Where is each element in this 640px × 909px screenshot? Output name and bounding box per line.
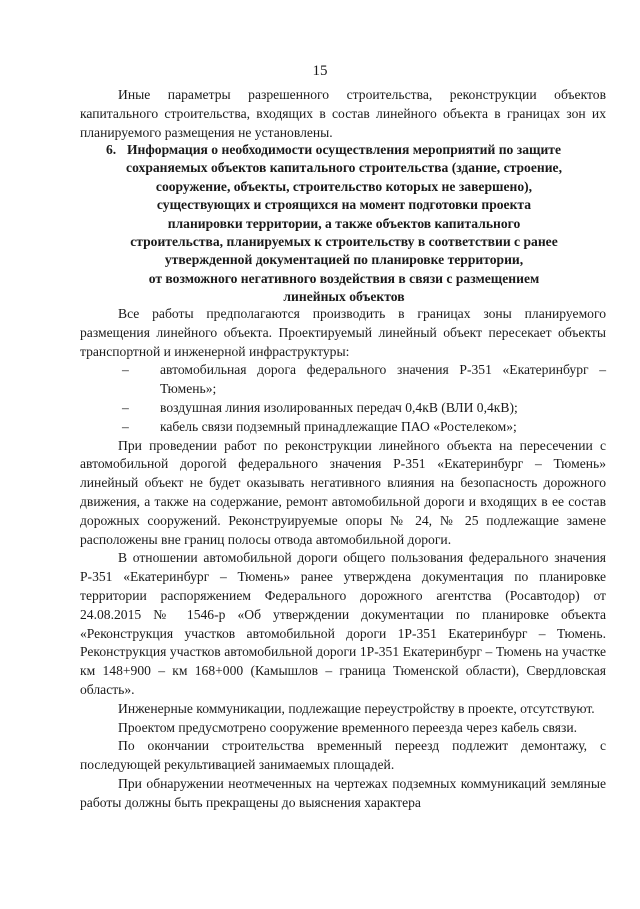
intro-block <box>80 86 606 142</box>
paragraph-dismantling: По окончании строительства временный переезд подлежит демонтажу, с последующей рекультивацией занимаемых площадей. <box>80 738 606 773</box>
paragraph-works-scope: Все работы предполагаются производить в границах зоны планируемого размещения линейного объекта. Проектируемый линейный объект пересекает объекты транспортной и инженерной инфраструктуры: <box>80 306 606 359</box>
paragraph-crossing: При проведении работ по реконструкции линейного объекта на пересечении с автомобильной дорогой федерального значения Р-351 «Екатеринбург – Тюмень» линейный объект не будет оказывать негативного влияния на безопасность дорожного движения, а также на содержание, ремонт автомобильной дороги и входящих в ее состав дорожных сооружений. Реконструируемые опоры № 24, № 25 подлежащие замене расположены вне границ полосы отвода автомобильной дороги. <box>80 437 606 547</box>
section-title-line: сооружение, объекты, строительство которых не завершено), <box>155 178 533 194</box>
list-item <box>80 399 606 418</box>
list-item <box>80 418 606 437</box>
intro-paragraph: Иные параметры разрешенного строительства, реконструкции объектов капитального строительства, входящих в состав линейного объекта в границах зон их планируемого размещения не установлены. <box>80 87 606 140</box>
section-title-line: от возможного негативного воздействия в связи с размещением <box>148 270 540 286</box>
paragraph-temporary-crossing: Проектом предусмотрено сооружение временного переезда через кабель связи. <box>118 719 577 735</box>
section-title-line: линейных объектов <box>283 289 405 305</box>
list-item-text: воздушная линия изолированных передач 0,4кВ (ВЛИ 0,4кВ); <box>160 399 518 415</box>
section-title-line: Информация о необходимости осуществления мероприятий по защите <box>126 142 562 157</box>
list-item-text: кабель связи подземный принадлежащие ПАО «Ростелеком»; <box>160 418 517 434</box>
main-body <box>80 305 606 813</box>
paragraph-unmarked-utilities: При обнаружении неотмеченных на чертежах подземных коммуникаций земляные работы должны быть прекращены до выяснения характера <box>80 775 606 810</box>
section-title-line: планировки территории, а также объектов капитального <box>167 215 521 231</box>
section-title-line: утвержденной документацией по планировке территории, <box>164 252 524 268</box>
list-dash: – <box>122 399 129 415</box>
section-title <box>88 141 600 307</box>
section-heading <box>88 141 600 307</box>
list-dash: – <box>122 418 129 434</box>
section-number: 6. <box>106 142 117 157</box>
section-title-line: существующих и строящихся на момент подготовки проекта <box>156 197 532 213</box>
list-item-text: автомобильная дорога федерального значения Р-351 «Екатеринбург – Тюмень»; <box>160 362 606 397</box>
page-number: 15 <box>312 63 328 79</box>
section-title-line: сохраняемых объектов капитального строительства (здание, строение, <box>126 160 562 176</box>
list-item <box>80 361 606 399</box>
list-dash: – <box>122 362 129 378</box>
paragraph-road-documentation: В отношении автомобильной дороги общего пользования федерального значения Р-351 «Екатеринбург – Тюмень» ранее утверждена документация по планировке территории распоряжением Федерального дорожного агентства (Росавтодор) от 24.08.2015 № 1546-р «Об утверждении документации по планировке объекта «Реконструкция участков автомобильной дороги 1Р-351 Екатеринбург – Тюмень. Реконструкция участков автомобильной дороги 1Р-351 Екатеринбург – Тюмень на участке км 148+900 – км 168+000 (Камышлов – граница Тюменской области), Свердловская область». <box>80 550 606 697</box>
section-title-line: строительства, планируемых к строительству в соответствии с ранее <box>130 234 558 250</box>
paragraph-utilities: Инженерные коммуникации, подлежащие переустройству в проекте, отсутствуют. <box>118 700 595 716</box>
